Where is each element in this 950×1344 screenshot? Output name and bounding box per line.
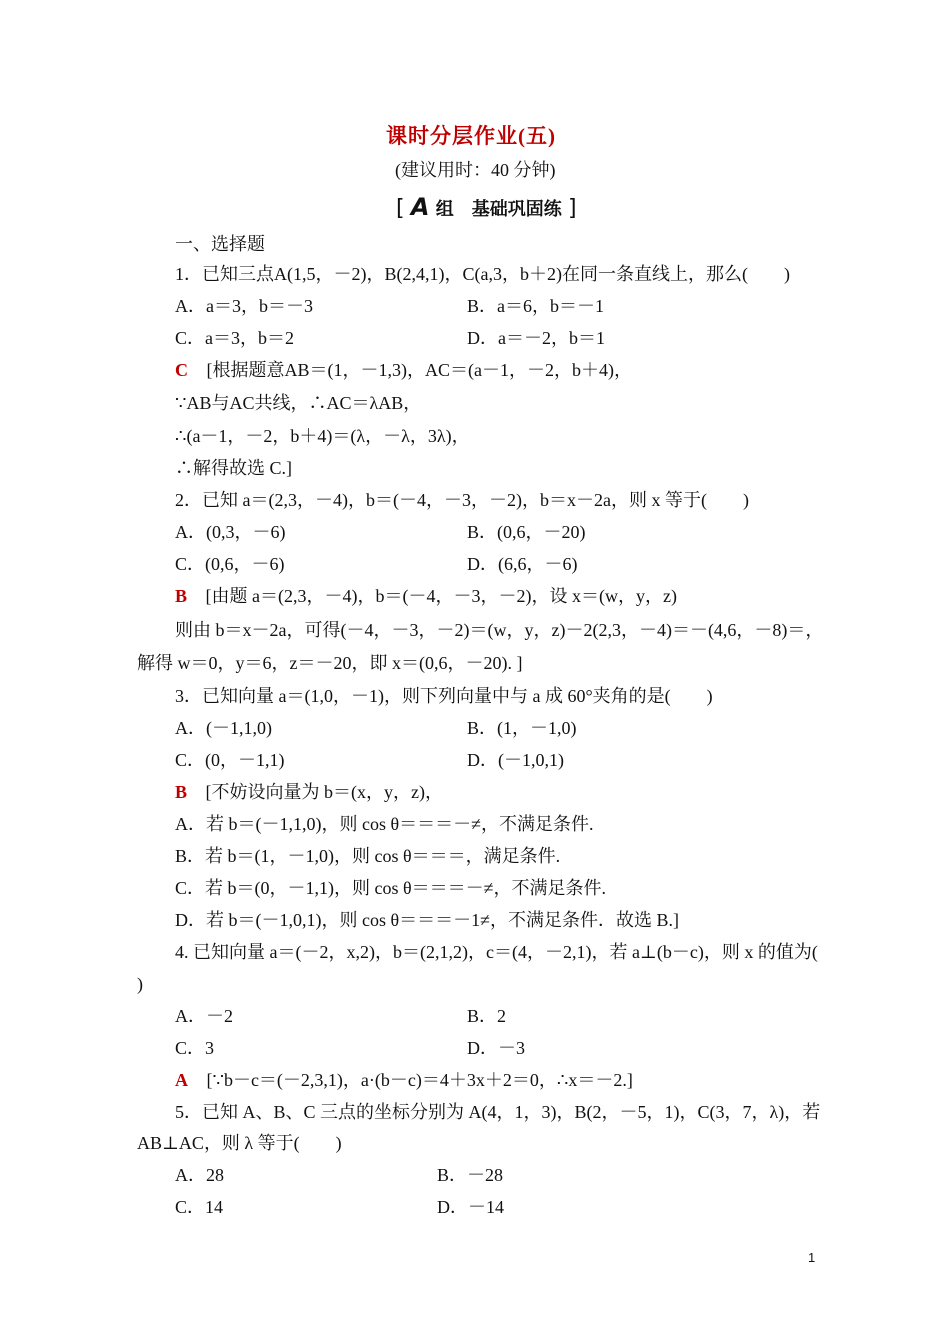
option-2d: D．(6,6，－6) [467,554,578,574]
answer-2 [175,584,677,608]
question-5-cont: AB⊥AC，则 λ 等于( ) [137,1133,342,1153]
option-1a: A．a＝3，b＝－3 [175,296,313,316]
option-5c: C．14 [175,1197,224,1217]
option-2a: A．(0,3，－6) [175,522,286,542]
option-3a: A．(－1,1,0) [175,718,272,738]
answer-letter: B [175,782,188,802]
group-heading [396,195,577,222]
question-2: 2．已知 a＝(2,3，－4)，b＝(－4，－3，－2)，b＝x－2a，则 x 等于( ) [175,490,749,510]
question-5: 5．已知 A、B、C 三点的坐标分别为 A(4，1，3)，B(2，－5，1)，C(3，7，λ)，若 [175,1102,821,1122]
solution-text: [不妨设向量为 b＝(x，y，z)， [205,782,443,802]
answer-letter: C [175,360,188,380]
answer-letter: A [175,1070,188,1090]
question-1: 1．已知三点A(1,5，－2)，B(2,4,1)，C(a,3，b＋2)在同一条直线上，那么( ) [175,264,790,284]
option-4c: C．3 [175,1038,215,1058]
question-4: 4. 已知向量 a＝(－2，x,2)，b＝(2,1,2)，c＝(4，－2,1)，若 a⊥(b－c)，则 x 的值为( [175,942,818,962]
answer-4 [175,1068,633,1092]
time-note: (建议用时：40 分钟) [395,160,556,180]
solution-line: 则由 b＝x－2a，可得(－4，－3，－2)＝(w，y，z)－2(2,3，－4)＝－(4,6，－8)＝， [175,620,824,640]
page-title: 课时分层作业(五) [386,124,556,148]
answer-1 [175,358,632,382]
option-3c: C．(0，－1,1) [175,750,285,770]
section-heading: 一、选择题 [175,234,265,254]
answer-letter: B [175,586,188,606]
solution-line: ∴解得故选 C.] [175,458,292,478]
option-5b: B．－28 [437,1165,504,1185]
option-4b: B．2 [467,1006,507,1026]
option-3b: B．(1，－1,0) [467,718,577,738]
option-1d: D．a＝－2，b＝1 [467,328,605,348]
solution-line: ∵AB与AC共线，∴AC＝λAB， [175,393,422,413]
option-4d: D．－3 [467,1038,525,1058]
solution-text: [∵b－c＝(－2,3,1)，a·(b－c)＝4＋3x＋2＝0，∴x＝－2.] [206,1070,633,1090]
solution-line: D．若 b＝(－1,0,1)，则 cos θ＝＝＝－1≠，不满足条件．故选 B.] [175,910,679,930]
solution-line: B．若 b＝(1，－1,0)，则 cos θ＝＝＝，满足条件. [175,846,561,866]
solution-line: ∴(a－1，－2，b＋4)＝(λ，－λ，3λ)， [175,426,470,446]
bracket-open: [ [396,196,405,221]
answer-3 [175,780,443,804]
group-letter: A [410,193,430,221]
page-number: 1 [808,1250,816,1265]
solution-text: [根据题意AB＝(1，－1,3)，AC＝(a－1，－2，b＋4)， [206,360,632,380]
solution-line: A．若 b＝(－1,1,0)，则 cos θ＝＝＝－≠，不满足条件. [175,814,594,834]
option-5a: A．28 [175,1165,224,1185]
bracket-close: ] [568,196,577,221]
option-5d: D．－14 [437,1197,504,1217]
solution-line: 解得 w＝0，y＝6，z＝－20，即 x＝(0,6，－20). ] [137,653,523,673]
option-1b: B．a＝6，b＝－1 [467,296,604,316]
solution-text: [由题 a＝(2,3，－4)，b＝(－4，－3，－2)，设 x＝(w，y，z) [205,586,677,606]
option-3d: D．(－1,0,1) [467,750,564,770]
option-1c: C．a＝3，b＝2 [175,328,294,348]
option-2c: C．(0,6，－6) [175,554,285,574]
option-4a: A．－2 [175,1006,233,1026]
question-3: 3．已知向量 a＝(1,0，－1)，则下列向量中与 a 成 60°夹角的是( ) [175,686,713,706]
solution-line: C．若 b＝(0，－1,1)，则 cos θ＝＝＝－≠，不满足条件. [175,878,606,898]
question-4-cont: ) [137,974,143,994]
option-2b: B．(0,6，－20) [467,522,586,542]
group-text: 组 基础巩固练 [435,199,562,220]
